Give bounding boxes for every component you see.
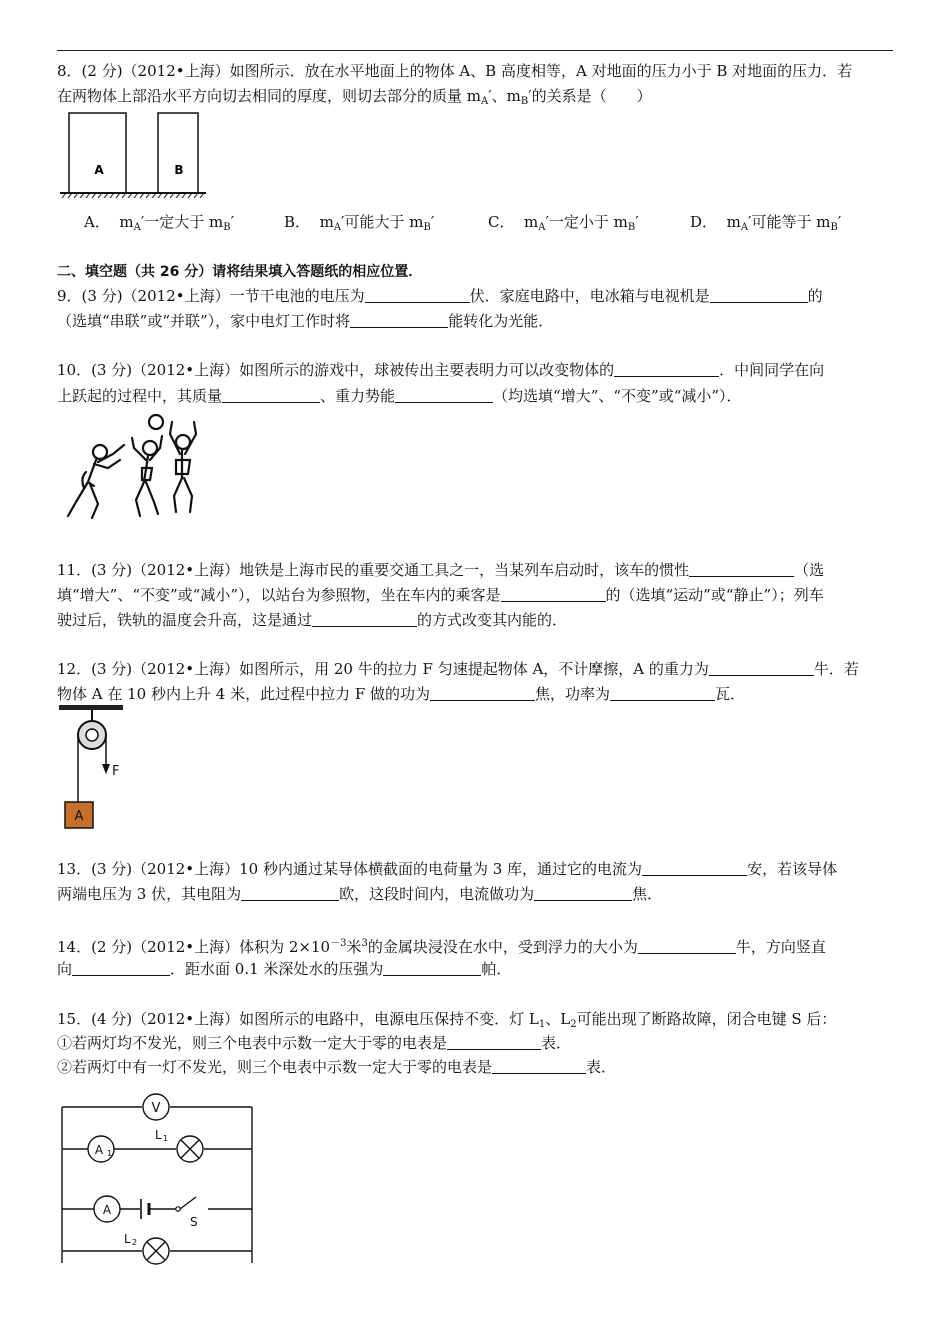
lamp-l1-label: L	[155, 1128, 162, 1142]
q12-blank-2[interactable]	[430, 686, 535, 701]
q15-blank-2[interactable]	[492, 1059, 586, 1074]
q11-blank-1[interactable]	[689, 562, 794, 577]
q9-line1: 9．(3 分)（2012•上海）一节干电池的电压为 伏．家庭电路中，电冰箱与电视机是 的	[57, 287, 823, 305]
lamp-l2-sub: 2	[132, 1238, 138, 1247]
q13-blank-2[interactable]	[241, 886, 339, 901]
q10-blank-3[interactable]	[395, 388, 493, 403]
q8-text-line1: 8．(2 分)（2012•上海）如图所示．放在水平地面上的物体 A、B 高度相等，A 对地面的压力小于 B 对地面的压力．若	[57, 62, 853, 80]
block-a-label: A	[94, 163, 104, 177]
q13-blank-1[interactable]	[642, 861, 747, 876]
q11-blank-2[interactable]	[501, 587, 606, 602]
q15-line1: 15．(4 分)（2012•上海）如图所示的电路中，电源电压保持不变．灯 $L_1$、$L_2$可能出现了断路故障，闭合电键 S 后：	[57, 1010, 837, 1030]
q13-line1: 13．(3 分)（2012•上海）10 秒内通过某导体横截面的电荷量为 3 库，通过它的电流为 安，若该导体	[57, 860, 838, 878]
section-heading: 二、填空题（共 26 分）请将结果填入答题纸的相应位置．	[57, 264, 423, 280]
q11-blank-3[interactable]	[312, 612, 417, 627]
ammeter-a-label: A	[102, 1203, 112, 1217]
block-b	[158, 113, 198, 193]
q14-blank-3[interactable]	[383, 961, 481, 976]
ammeter-a1-sub: 1	[107, 1149, 113, 1158]
q11-line2: 填“增大”、“不变”或“减小”），以站台为参照物，坐在车内的乘客是 的（选填“运动”或“静止”）；列车	[57, 586, 824, 604]
q14-blank-1[interactable]	[638, 939, 736, 954]
block-label: A	[74, 809, 84, 824]
q12-blank-3[interactable]	[610, 686, 715, 701]
ceiling	[59, 705, 123, 710]
q9-blank-2[interactable]	[710, 288, 808, 303]
q14-line2: 向 ．距水面 0.1 米深处水的压强为 帕．	[57, 960, 512, 978]
q11-line1: 11．(3 分)（2012•上海）地铁是上海市民的重要交通工具之一，当某列车启动时，该车的惯性 （选	[57, 561, 825, 579]
q8-choice-b[interactable]: B． $m_A'$可能大于 $m_B'$	[284, 213, 435, 233]
q10-line2: 上跃起的过程中，其质量 、重力势能 （均选填“增大”、“不变”或“减小”）．	[57, 387, 742, 405]
q8-choice-d[interactable]: D． $m_A'$可能等于 $m_B'$	[690, 213, 842, 233]
lamp-l2-label: L	[124, 1232, 131, 1246]
voltmeter-label: V	[151, 1101, 161, 1116]
top-rule	[57, 50, 893, 51]
q14-blank-2[interactable]	[72, 961, 170, 976]
force-label: F	[112, 764, 120, 779]
block-b-label: B	[174, 163, 184, 177]
q12-blank-1[interactable]	[709, 661, 814, 676]
q9-blank-3[interactable]	[350, 313, 448, 328]
q8-text-line2: 在两物体上部沿水平方向切去相同的厚度，则切去部分的质量 $m_A'$、$m_B'$的关系是（ ）	[57, 87, 652, 107]
q12-pulley-figure	[58, 704, 128, 832]
q8-blocks-figure	[58, 108, 208, 198]
switch-contact	[176, 1207, 180, 1211]
q12-line1: 12．(3 分)（2012•上海）如图所示，用 20 牛的拉力 F 匀速提起物体 A，不计摩擦，A 的重力为 牛．若	[57, 660, 859, 678]
q15-blank-1[interactable]	[447, 1035, 541, 1050]
q10-ball-game-figure	[58, 412, 208, 524]
q15-circuit-figure	[58, 1093, 258, 1273]
force-arrow	[102, 764, 110, 774]
q13-line2: 两端电压为 3 伏，其电阻为 欧，这段时间内，电流做功为 焦．	[57, 885, 663, 903]
q10-blank-1[interactable]	[614, 362, 719, 377]
q13-blank-3[interactable]	[534, 886, 632, 901]
ammeter-a1-label: A	[94, 1143, 104, 1157]
q11-line3: 驶过后，铁轨的温度会升高，这是通过 的方式改变其内能的．	[57, 611, 568, 629]
q8-choice-c[interactable]: C． $m_A'$一定小于 $m_B'$	[488, 213, 639, 233]
q15-line3: ②若两灯中有一灯不发光，则三个电表中示数一定大于零的电表是 表．	[57, 1058, 617, 1076]
block-a	[69, 113, 126, 193]
q15-line2: ①若两灯均不发光，则三个电表中示数一定大于零的电表是 表．	[57, 1034, 572, 1052]
q10-line1: 10．(3 分)（2012•上海）如图所示的游戏中，球被传出主要表明力可以改变物体的 ．中间同学在向	[57, 361, 825, 379]
q14-line1: 14．(2 分)（2012•上海）体积为 $2\times 10^{-3}$米$^3$的金属块浸没在水中，受到浮力的大小为 牛，方向竖直	[57, 938, 826, 956]
lamp-l1-sub: 1	[163, 1134, 169, 1143]
q9-line2: （选填“串联”或“并联”），家中电灯工作时将 能转化为光能．	[57, 312, 554, 330]
switch-label: S	[190, 1215, 198, 1229]
q9-blank-1[interactable]	[365, 288, 470, 303]
q8-choice-a[interactable]: A． $m_A'$一定大于 $m_B'$	[84, 213, 235, 233]
pulley-axle	[86, 729, 98, 741]
q10-blank-2[interactable]	[222, 388, 320, 403]
q12-line2: 物体 A 在 10 秒内上升 4 米，此过程中拉力 F 做的功为 焦，功率为 瓦．	[57, 685, 746, 703]
